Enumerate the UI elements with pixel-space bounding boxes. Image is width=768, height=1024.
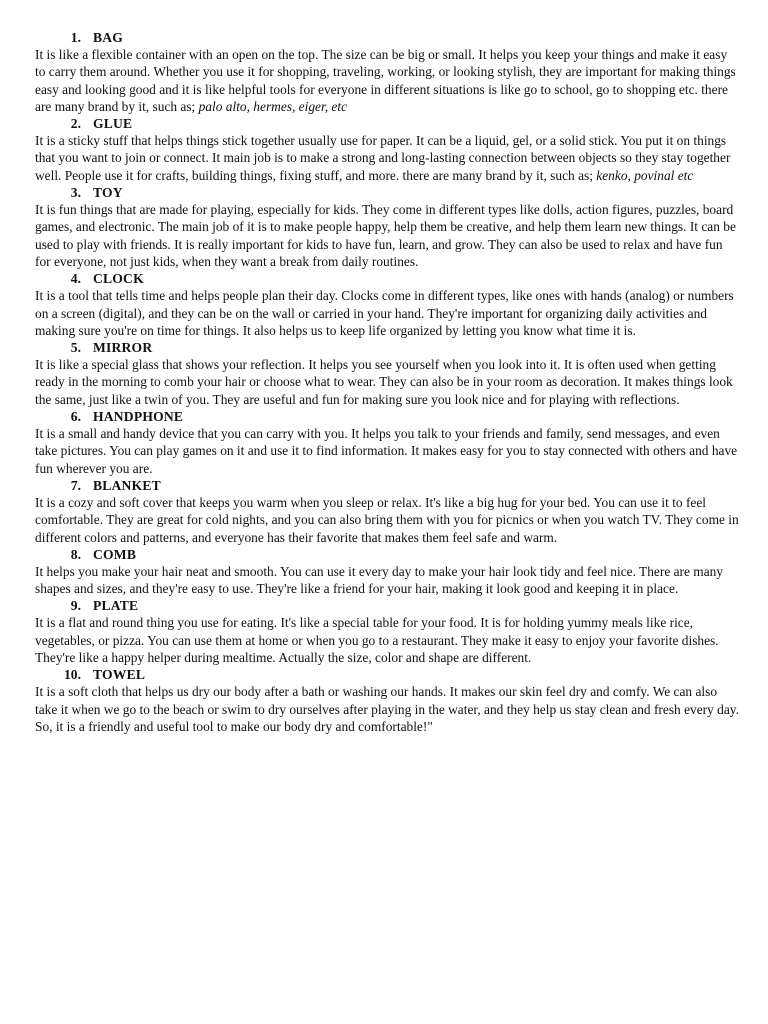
item-description: It is a tool that tells time and helps people plan their day. Clocks come in different types, like ones with hands (analog) or numbers on a screen (digital), and they can be on the wall or carried in your hand. They're important for organizing daily activities and making sure you're on time for things. It also helps us to keep life organized by letting you know what time it is. xyxy=(35,288,734,338)
item-heading xyxy=(35,666,740,683)
item-number: 5. xyxy=(70,340,81,356)
list-item-towel xyxy=(35,666,740,735)
item-heading xyxy=(35,270,740,287)
list-item-blanket xyxy=(35,477,740,546)
item-description: It is a cozy and soft cover that keeps you warm when you sleep or relax. It's like a big hug for your bed. You can use it to feel comfortable. They are great for cold nights, and you can also bring them with you for picnics or when you watch TV. They come in different colors and patterns, and everyone has their favorite that makes them feel safe and warm. xyxy=(35,494,739,545)
item-title: COMB xyxy=(93,546,137,562)
item-number: 3. xyxy=(70,185,81,201)
list-item-glue xyxy=(35,115,740,184)
item-title: MIRROR xyxy=(93,340,153,356)
item-text: It is a sticky stuff that helps things stick together usually use for paper. It can be a liquid, gel, or a solid stick. You put it on things that you want to join or connect. It main job is to make a strong and long-lasting connection between objects so they stay together well. People use it for crafts, building things, fixing stuff, and more. there are many brand by it, such as; xyxy=(35,133,731,183)
item-heading xyxy=(35,115,740,132)
item-description: It is fun things that are made for playing, especially for kids. They come in different types like dolls, action figures, puzzles, board games, and electronic. The main job of it is to make people happy, help them be creative, and help them learn new things. It can be used to play with friends. It is really important for kids to have fun, learn, and grow. They can also be used to relax and have fun for everyone, not just kids, when they want a break from daily routines. xyxy=(35,202,736,269)
item-title: GLUE xyxy=(93,116,133,132)
item-brands: palo alto, hermes, eiger, etc xyxy=(198,98,348,114)
item-number: 7. xyxy=(70,477,81,493)
item-description xyxy=(35,46,740,115)
item-heading xyxy=(35,546,740,563)
item-number: 8. xyxy=(70,546,81,562)
list-item-plate xyxy=(35,597,740,666)
item-description: It is a flat and round thing you use for eating. It's like a special table for your food. It is for holding yummy meals like rice, vegetables, or pizza. You can use them at home or when you go to a restaurant. They make it easy to enjoy your favorite dishes. They're like a happy helper during mealtime. Actually the size, color and shape are different. xyxy=(35,615,719,666)
item-brands: kenko, povinal etc xyxy=(596,167,694,183)
item-title: TOY xyxy=(93,185,123,201)
item-heading xyxy=(35,477,740,494)
list-item-mirror xyxy=(35,339,740,408)
list-item-toy xyxy=(35,184,740,270)
list-item-comb xyxy=(35,546,740,598)
item-number: 4. xyxy=(70,271,81,287)
item-title: BLANKET xyxy=(93,477,161,493)
list-item-clock xyxy=(35,270,740,339)
item-title: PLATE xyxy=(93,598,139,614)
list-item-bag xyxy=(35,29,740,115)
item-description: It is like a special glass that shows your reflection. It helps you see yourself when you look into it. It is often used when getting ready in the morning to comb your hair or choose what to wear. They can also be in your room as decoration. It makes things look the same, just like a twin of you. They are useful and fun for making sure you look nice and for playing with reflections. xyxy=(35,357,733,407)
item-heading xyxy=(35,597,740,614)
item-number: 2. xyxy=(70,116,81,132)
item-heading xyxy=(35,29,740,46)
item-title: CLOCK xyxy=(93,271,144,287)
list-item-handphone xyxy=(35,408,740,477)
item-text: It is like a flexible container with an open on the top. The size can be big or small. It helps you keep your things and make it easy to carry them around. Whether you use it for shopping, traveling, working, or looking stylish, they are important for making things easy and looking good and it is like helpful tools for everyone in different situations is like go to school, go to shopping etc. there are many brand by it, such as; xyxy=(35,47,736,114)
item-description: It is a soft cloth that helps us dry our body after a bath or washing our hands. It makes our skin feel dry and comfy. We can also take it when we go to the beach or swim to dry ourselves after playing in the water, and they help us stay clean and fresh every day. So, it is a friendly and useful tool to make our body dry and comfortable!" xyxy=(35,684,739,734)
item-number: 1. xyxy=(70,30,81,45)
item-description xyxy=(35,132,740,184)
item-description: It is a small and handy device that you can carry with you. It helps you talk to your friends and family, send messages, and even take pictures. You can play games on it and use it to find information. It makes easy for you to stay connected with others and have fun wherever you are. xyxy=(35,426,738,476)
item-heading xyxy=(35,339,740,356)
item-title: HANDPHONE xyxy=(93,409,184,425)
item-number: 6. xyxy=(70,409,81,425)
item-description: It helps you make your hair neat and smooth. You can use it every day to make your hair look tidy and feel nice. There are many shapes and sizes, and they're easy to use. They're like a friend for your hair, making it look good and keeping it in place. xyxy=(35,563,724,597)
item-title: BAG xyxy=(93,30,124,45)
item-number: 10. xyxy=(64,667,81,683)
item-number: 9. xyxy=(70,598,81,614)
item-heading xyxy=(35,408,740,425)
item-title: TOWEL xyxy=(93,667,146,683)
item-heading xyxy=(35,184,740,201)
